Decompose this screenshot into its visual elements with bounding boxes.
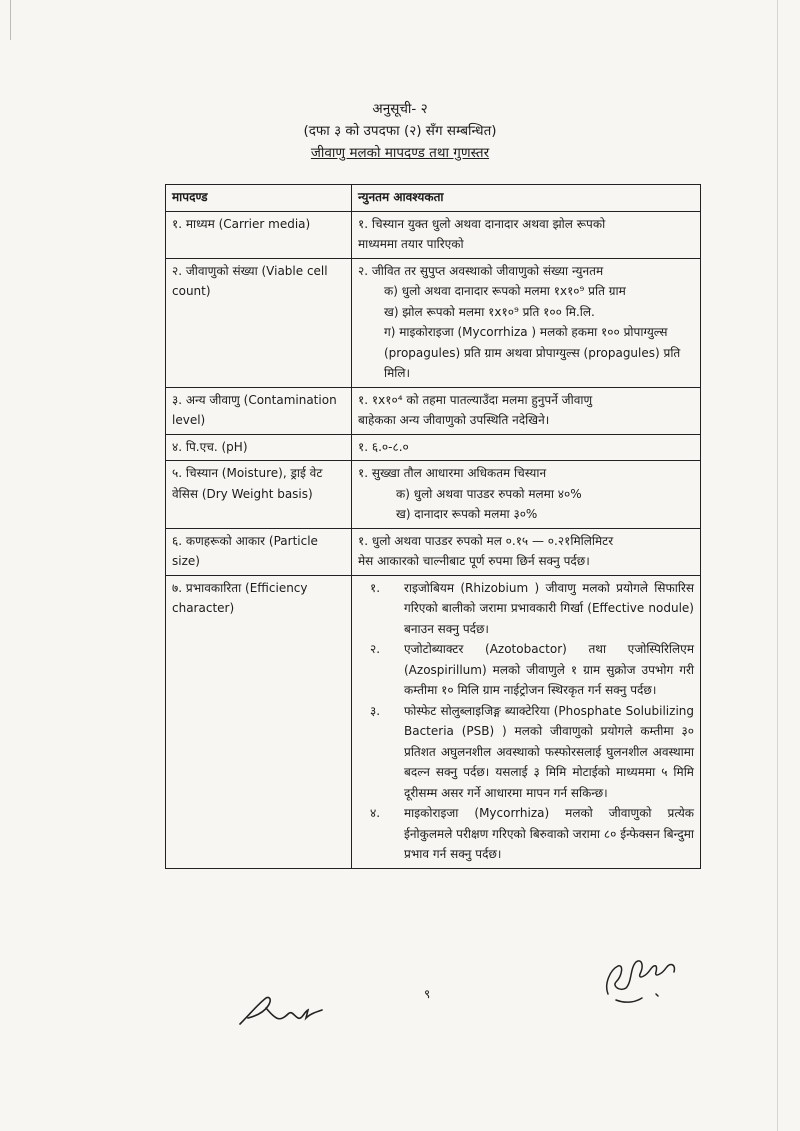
schedule-label: अनुसूची- २ <box>372 101 428 117</box>
table-row <box>166 211 701 258</box>
item-number: ३. <box>370 703 381 718</box>
column-header-criterion: मापदण्ड <box>166 185 352 212</box>
table-row <box>166 528 701 575</box>
standards-table <box>165 184 701 869</box>
requirement-line: १. ६.०-८.० <box>358 439 409 454</box>
numbered-item <box>358 803 694 865</box>
requirement-line: १. सुख्खा तौल आधारमा अधिकतम चिस्यान <box>358 466 547 480</box>
schedule-subtitle: (दफा ३ को उपदफा (२) सँग सम्बन्धित) <box>303 123 497 139</box>
numbered-item <box>358 578 694 640</box>
signature-left-icon <box>236 990 336 1030</box>
requirement-cell <box>352 575 701 868</box>
signature-right-icon <box>596 944 706 1014</box>
item-number: ४. <box>370 806 381 820</box>
numbered-item <box>358 701 694 804</box>
requirement-cell <box>352 211 701 258</box>
criterion-cell: ३. अन्य जीवाणु (Contamination level) <box>166 387 352 434</box>
requirement-line: १. चिस्यान युक्त धुलो अथवा दानादार अथवा झोल रूपको <box>358 216 606 231</box>
table-row <box>166 575 701 868</box>
document-title: जीवाणु मलको मापदण्ड तथा गुणस्तर <box>310 145 490 161</box>
requirement-line: ख) झोल रूपको मलमा १x१०⁹ प्रति १०० मि.लि. <box>384 304 595 319</box>
criterion-cell: ६. कणहरूको आकार (Particle size) <box>166 528 352 575</box>
table-row <box>166 434 701 461</box>
criterion-cell: ७. प्रभावकारिता (Efficiency character) <box>166 575 352 868</box>
item-text: फोस्फेट सोलुब्लाइजिङ्ग ब्याक्टेरिया (Phosphate Solubilizing Bacteria (PSB) ) मलको जीवाणुको प्रयोगले कम्तीमा ३० प्रतिशत अघुलनशील अवस्थाको फस्फोरसलाई घुलनशील अवस्थामा बदल्न सक्नु पर्दछ। यसलाई ३ मिमि मोटाईको माध्यममा ५ मिमि दूरीसम्म असर गर्ने आधारमा मापन गर्न सकिन्छ। <box>404 703 694 800</box>
criterion-cell: ४. पि.एच. (pH) <box>166 434 352 461</box>
requirement-line: मेस आकारको चाल्नीबाट पूर्ण रुपमा छिर्न सक्नु पर्दछ। <box>358 554 590 568</box>
item-text: एजोटोब्याक्टर (Azotobactor) तथा एजोस्पिरिलिएम (Azospirillum) मलको जीवाणुले १ ग्राम सुक्रोज उपभोग गरी कम्तीमा १० मिलि ग्राम नाईट्रोजन स्थिरकृत गर्न सक्नु पर्दछ। <box>404 642 694 697</box>
table-row <box>166 258 701 387</box>
table-header-row <box>166 185 701 212</box>
requirement-line: क) धुलो अथवा पाउडर रुपको मलमा ४०% <box>396 486 582 501</box>
requirement-line: १. धुलो अथवा पाउडर रुपको मल ०.१५ — ०.२१मिलिमिटर <box>358 533 614 548</box>
item-text: माइकोराइजा (Mycorrhiza) मलको जीवाणुको प्रत्येक ईनोकुलमले परीक्षण गरिएको बिरुवाको जरामा ८० ईन्फेक्सन बिन्दुमा प्रभाव गर्न सक्नु पर्दछ। <box>404 806 694 861</box>
item-number: २. <box>370 642 381 656</box>
requirement-line: ग) माइकोराइजा (Mycorrhiza ) मलको हकमा १०० प्रोपाग्युल्स (propagules) प्रति ग्राम अथवा प्रोपाग्युल्स (propagules) प्रति मिलि। <box>384 325 681 380</box>
scan-edge <box>10 0 11 40</box>
document-header <box>0 98 800 164</box>
requirement-line: ख) दानादार रूपको मलमा ३०% <box>396 507 538 521</box>
criterion-cell: ५. चिस्यान (Moisture), ड्राई वेट वेसिस (Dry Weight basis) <box>166 461 352 529</box>
numbered-item <box>358 639 694 701</box>
criterion-cell: १. माध्यम (Carrier media) <box>166 211 352 258</box>
scan-edge <box>777 0 778 1131</box>
requirement-cell <box>352 258 701 387</box>
requirement-line: माध्यममा तयार पारिएको <box>358 237 464 251</box>
requirement-line: २. जीवित तर सुपुप्त अवस्थाको जीवाणुको संख्या न्युनतम <box>358 263 604 278</box>
page-number: ९ <box>424 987 431 1001</box>
requirement-line: १. १x१०⁴ को तहमा पातल्याउँदा मलमा हुनुपर्ने जीवाणु <box>358 392 593 407</box>
requirement-cell <box>352 387 701 434</box>
requirement-cell <box>352 528 701 575</box>
criterion-cell: २. जीवाणुको संख्या (Viable cell count) <box>166 258 352 387</box>
requirement-line: बाहेकका अन्य जीवाणुको उपस्थिति नदेखिने। <box>358 413 550 427</box>
requirement-cell <box>352 461 701 529</box>
requirement-line: क) धुलो अथवा दानादार रूपको मलमा १x१०⁹ प्रति ग्राम <box>384 284 626 298</box>
table-row <box>166 387 701 434</box>
requirement-cell <box>352 434 701 461</box>
column-header-requirement: न्युनतम आवश्यकता <box>352 185 701 212</box>
item-text: राइजोबियम (Rhizobium ) जीवाणु मलको प्रयोगले सिफारिस गरिएको बालीको जरामा प्रभावकारी गिर्खा (Effective nodule) बनाउन सक्नु पर्दछ। <box>404 580 694 636</box>
table-row <box>166 461 701 529</box>
item-number: १. <box>370 580 381 595</box>
